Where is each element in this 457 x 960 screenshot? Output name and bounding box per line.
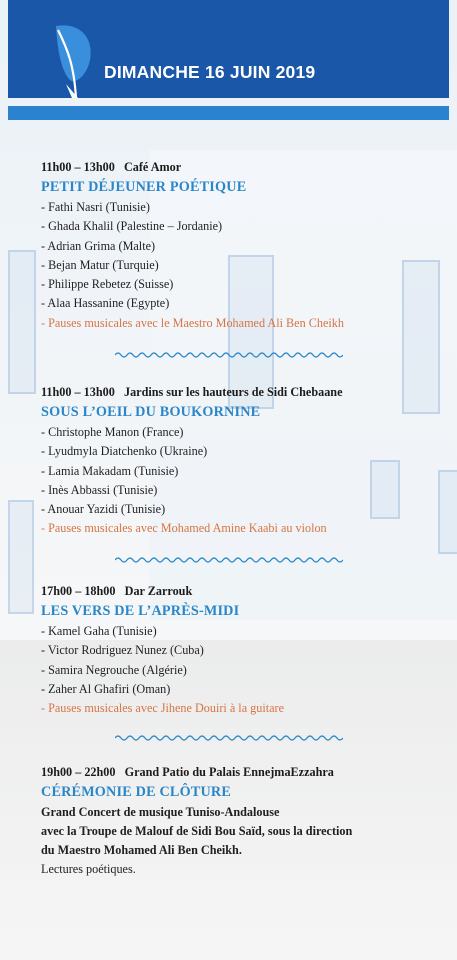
event-date-title: DIMANCHE 16 JUIN 2019 bbox=[104, 62, 316, 82]
participant-item: - Christophe Manon (France) bbox=[41, 425, 184, 439]
program-section bbox=[41, 159, 451, 333]
closing-section bbox=[41, 764, 451, 879]
section-time-venue bbox=[41, 583, 451, 600]
section-time: 11h00 – 13h00 bbox=[41, 385, 115, 399]
section-venue: Café Amor bbox=[123, 160, 182, 174]
participant-item: - Philippe Rebetez (Suisse) bbox=[41, 277, 174, 292]
participant-item: - Bejan Matur (Turquie) bbox=[41, 257, 159, 272]
closing-line: avec la Troupe de Malouf de Sidi Bou Saïd, sous la direction bbox=[41, 824, 353, 838]
background-window bbox=[8, 250, 36, 394]
section-title: SOUS L’OEIL DU BOUKORNINE bbox=[41, 404, 261, 420]
participant-item: - Zaher Al Ghafiri (Oman) bbox=[41, 681, 171, 696]
background-window bbox=[8, 500, 34, 614]
participant-item: - Alaa Hassanine (Egypte) bbox=[41, 296, 170, 311]
musical-break-note: - Pauses musicales avec Mohamed Amine Kaabi au violon bbox=[41, 521, 327, 536]
participant-item: - Samira Negrouche (Algérie) bbox=[41, 662, 187, 677]
section-time: 17h00 – 18h00 bbox=[41, 584, 116, 598]
wavy-divider bbox=[115, 556, 343, 564]
participant-item: - Victor Rodriguez Nunez (Cuba) bbox=[41, 643, 204, 658]
section-time-venue bbox=[41, 384, 451, 401]
section-venue: Jardins sur les hauteurs de Sidi Chebaane bbox=[123, 385, 343, 399]
section-time: 19h00 – 22h00 bbox=[41, 765, 116, 779]
participant-item: - Ghada Khalil (Palestine – Jordanie) bbox=[41, 219, 223, 234]
section-time-venue bbox=[41, 159, 451, 176]
section-venue: Grand Patio du Palais EnnejmaEzzahra bbox=[124, 765, 334, 779]
participant-item: - Fathi Nasri (Tunisie) bbox=[41, 200, 150, 214]
wavy-divider bbox=[115, 734, 343, 742]
section-title: LES VERS DE L’APRÈS-MIDI bbox=[41, 603, 240, 619]
section-venue: Dar Zarrouk bbox=[124, 584, 193, 598]
section-time-venue bbox=[41, 764, 451, 781]
participant-item: - Inès Abbassi (Tunisie) bbox=[41, 482, 158, 497]
participant-item: - Anouar Yazidi (Tunisie) bbox=[41, 502, 166, 517]
musical-break-note: - Pauses musicales avec le Maestro Mohamed Ali Ben Cheikh bbox=[41, 315, 344, 330]
section-title: PETIT DÉJEUNER POÉTIQUE bbox=[41, 179, 247, 195]
participant-item: - Lamia Makadam (Tunisie) bbox=[41, 463, 179, 478]
section-title: CÉRÉMONIE DE CLÔTURE bbox=[41, 784, 232, 800]
program-section bbox=[41, 583, 451, 718]
participant-item: - Adrian Grima (Malte) bbox=[41, 238, 156, 253]
musical-break-note: - Pauses musicales avec Jihene Douiri à la guitare bbox=[41, 701, 284, 716]
participant-item: - Kamel Gaha (Tunisie) bbox=[41, 624, 157, 638]
participant-item: - Lyudmyla Diatchenko (Ukraine) bbox=[41, 444, 208, 459]
header-stripe bbox=[8, 106, 449, 120]
section-time: 11h00 – 13h00 bbox=[41, 160, 115, 174]
closing-line: Lectures poétiques. bbox=[41, 862, 136, 876]
closing-line: Grand Concert de musique Tuniso-Andalouse bbox=[41, 805, 280, 819]
quill-feather-icon bbox=[50, 20, 96, 100]
closing-line: du Maestro Mohamed Ali Ben Cheikh. bbox=[41, 843, 242, 857]
program-section bbox=[41, 384, 451, 539]
wavy-divider bbox=[115, 351, 343, 359]
